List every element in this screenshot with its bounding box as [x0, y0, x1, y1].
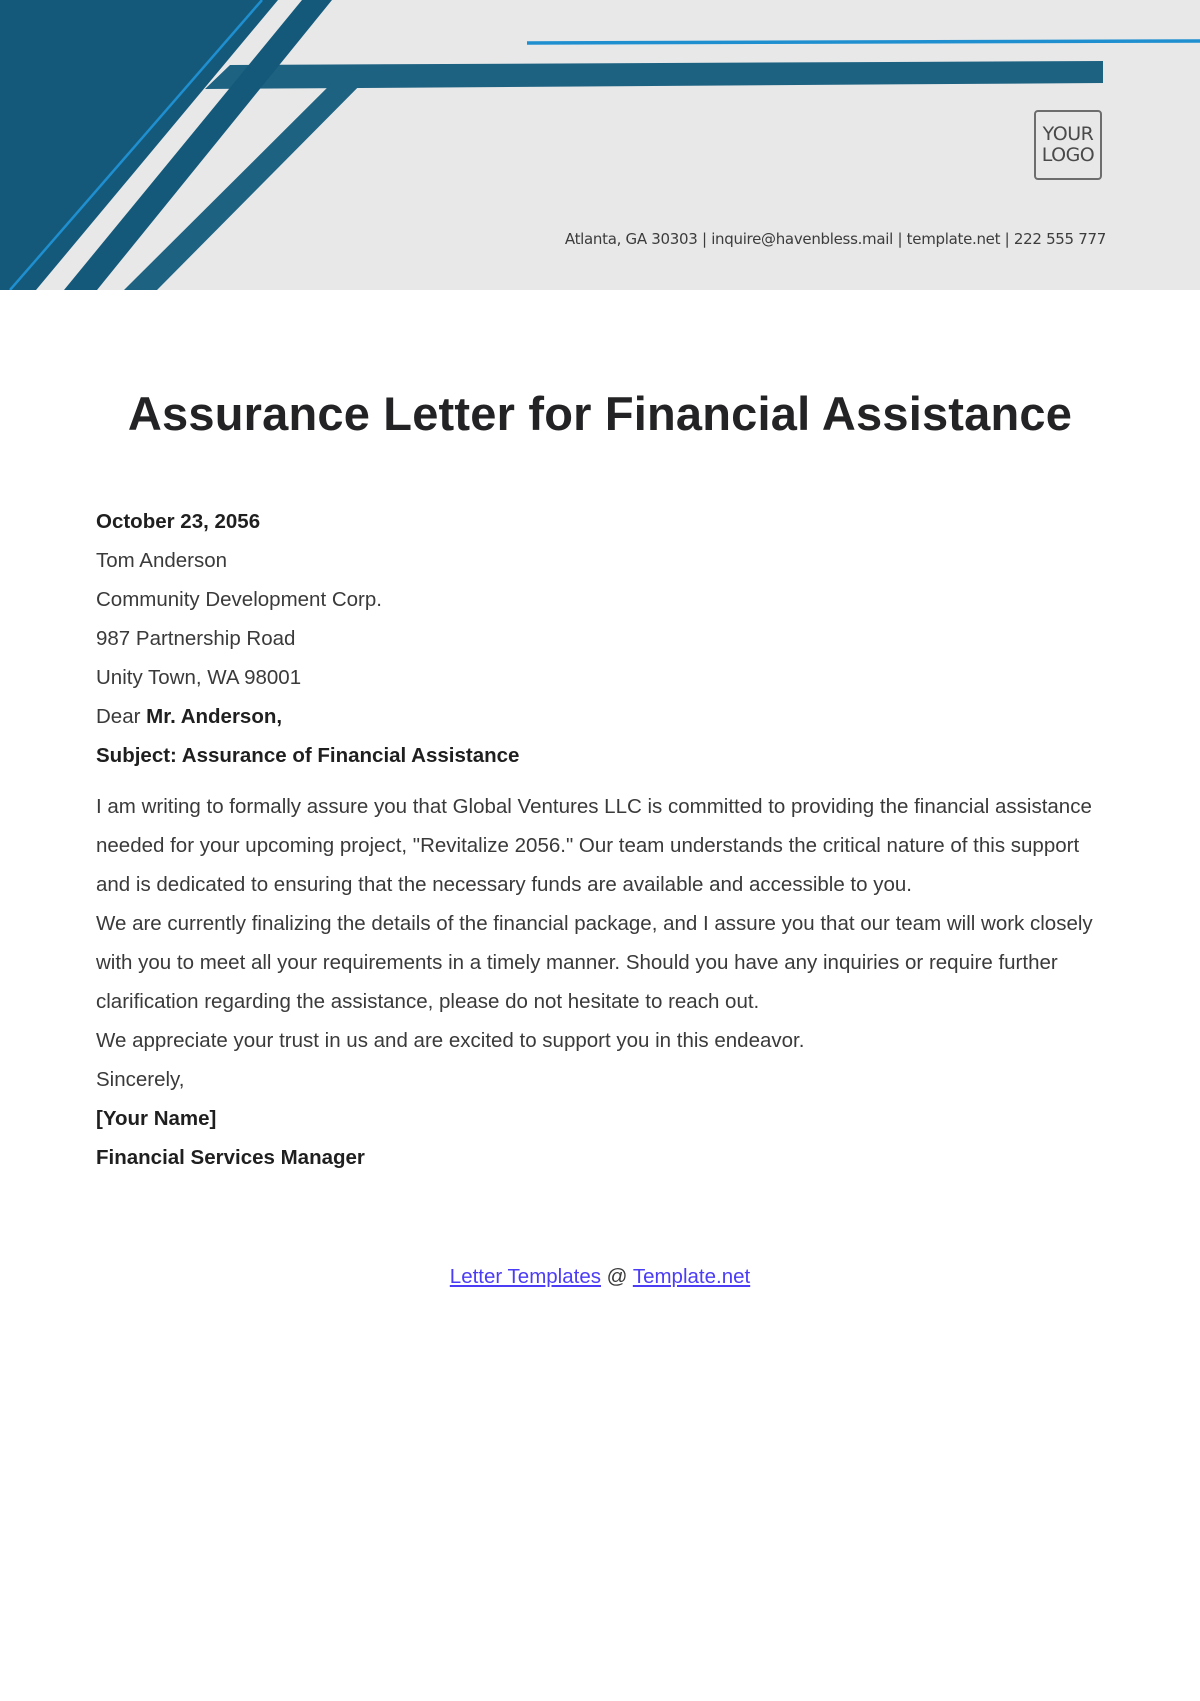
salutation [96, 697, 1106, 736]
recipient-company: Community Development Corp. [96, 588, 382, 611]
contact-info: Atlanta, GA 30303 | inquire@havenbless.mail | template.net | 222 555 777 [564, 230, 1106, 248]
signer-title: Financial Services Manager [96, 1146, 365, 1169]
logo-line-2: LOGO [1041, 144, 1095, 166]
recipient-city: Unity Town, WA 98001 [96, 666, 302, 689]
template-net-link[interactable]: Template.net [632, 1265, 751, 1288]
salutation-prefix: Dear [96, 705, 147, 728]
letter-templates-link[interactable]: Letter Templates [449, 1265, 601, 1288]
salutation-name: Mr. Anderson, [146, 705, 283, 728]
document-title: Assurance Letter for Financial Assistance [127, 387, 1073, 440]
letter-body [96, 502, 1106, 1177]
signer-name: [Your Name] [96, 1107, 217, 1130]
footer-separator: @ [600, 1265, 633, 1288]
recipient-name: Tom Anderson [96, 549, 228, 572]
letter-date: October 23, 2056 [96, 510, 261, 533]
recipient-street: 987 Partnership Road [96, 627, 296, 650]
closing: Sincerely, [96, 1068, 185, 1091]
letterhead-header [0, 0, 1200, 290]
subject-line: Subject: Assurance of Financial Assistance [96, 744, 520, 767]
body-paragraph-3: We appreciate your trust in us and are excited to support you in this endeavor. [96, 1029, 805, 1052]
logo-placeholder [1034, 110, 1102, 180]
footer-attribution [0, 1257, 1200, 1296]
logo-line-1: YOUR [1042, 123, 1094, 145]
body-paragraph-2: We are currently finalizing the details of the financial package, and I assure you that our team will work closely with you to meet all your requirements in a timely manner. Should you have any inquiries or require further clarification regarding the assistance, please do not hesitate to reach out. [96, 912, 1093, 1013]
body-paragraph-1: I am writing to formally assure you that Global Ventures LLC is committed to providing the financial assistance needed for your upcoming project, "Revitalize 2056." Our team understands the critical nature of this support and is dedicated to ensuring that the necessary funds are available and accessible to you. [96, 795, 1092, 896]
